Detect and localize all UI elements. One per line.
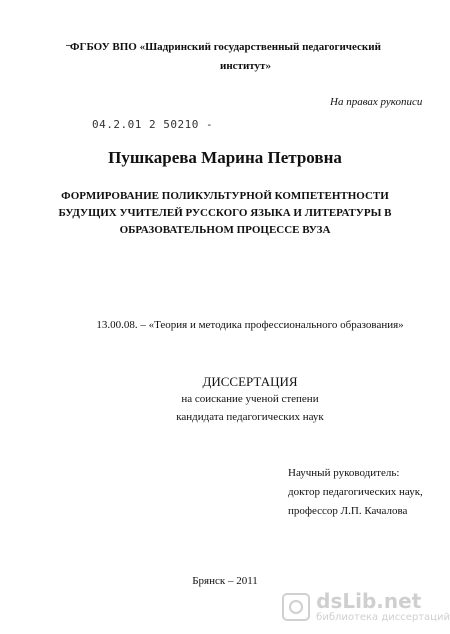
- degree-block: [140, 373, 360, 426]
- supervisor-name: профессор Л.П. Качалова: [288, 505, 408, 517]
- degree-line-1: на соискание ученой степени: [181, 393, 319, 405]
- watermark-brand: dsLib.net: [316, 589, 422, 613]
- title-line-1: ФОРМИРОВАНИЕ ПОЛИКУЛЬТУРНОЙ КОМПЕТЕНТНОСТИ: [61, 190, 389, 202]
- city-year: Брянск – 2011: [192, 575, 258, 587]
- supervisor-degree: доктор педагогических наук,: [288, 486, 423, 498]
- dslib-watermark: [264, 590, 450, 624]
- supervisor-label: Научный руководитель:: [288, 467, 400, 479]
- dissertation-title: [55, 188, 395, 239]
- manuscript-rights-note: На правах рукописи: [330, 96, 423, 108]
- dslib-logo-icon: [282, 593, 310, 621]
- institution-line-2: институт»: [220, 60, 271, 72]
- institution-header: [70, 38, 430, 76]
- dissertation-heading: ДИССЕРТАЦИЯ: [202, 374, 298, 389]
- degree-line-2: кандидата педагогических наук: [176, 411, 324, 423]
- author-name: Пушкарева Марина Петровна: [108, 148, 342, 167]
- specialty-code: 13.00.08. – «Теория и методика профессионального образования»: [96, 319, 404, 331]
- title-line-3: ОБРАЗОВАТЕЛЬНОМ ПРОЦЕССЕ ВУЗА: [119, 224, 331, 236]
- library-stamp-number: 04.2.01 2 50210 -: [92, 118, 214, 131]
- watermark-subtitle: библиотека диссертаций: [316, 612, 450, 623]
- institution-line-1: ФГБОУ ВПО «Шадринский государственный педагогический: [70, 41, 381, 53]
- title-line-2: БУДУЩИХ УЧИТЕЛЕЙ РУССКОГО ЯЗЫКА И ЛИТЕРАТУРЫ В: [58, 207, 392, 219]
- supervisor-block: [288, 464, 423, 521]
